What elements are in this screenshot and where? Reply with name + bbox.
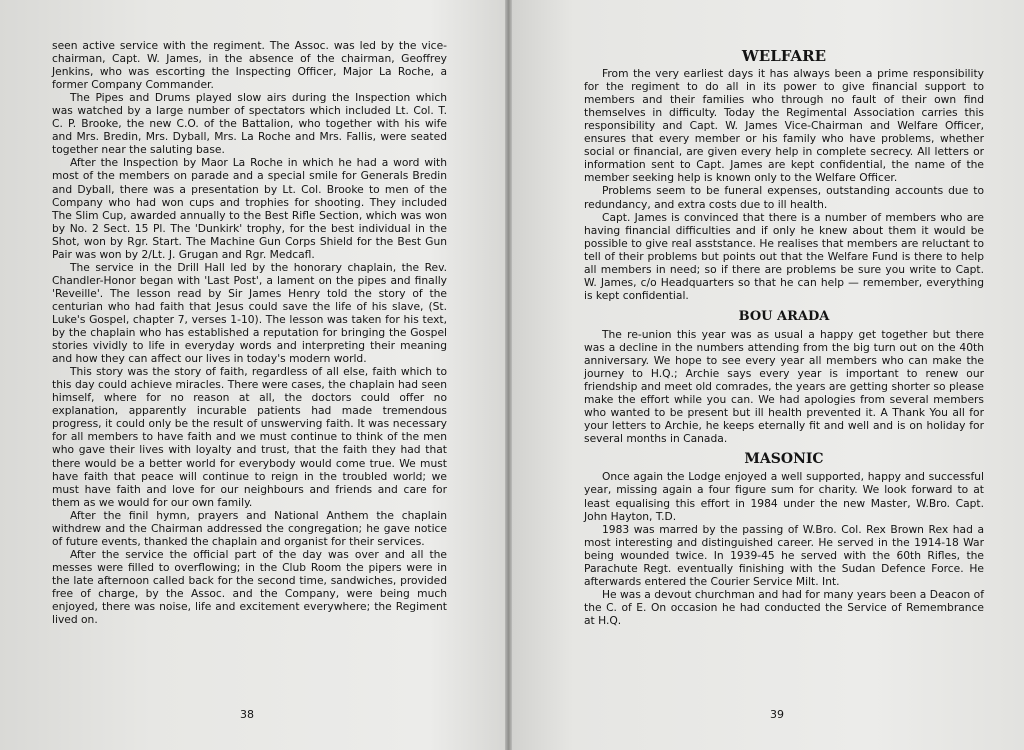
paragraph: The Pipes and Drums played slow airs during the Inspection which was watched by a large number of spectators which included Lt. Col. T. C. P. Brooke, the new C.O. of the Battalion, who together with his wife and Mrs. Bredin, Mrs. Dyball, Mrs. La Roche and Mrs. Fallis, were seated together near the saluting base. — [52, 91, 447, 157]
paragraph: After the Inspection by Maor La Roche in which he had a word with most of the members on parade and a special smile for Generals Bredin and Dyball, there was a presentation by Lt. Col. Brooke to men of the Company who had won cups and trophies for shooting. They included The Slim Cup, awarded annually to the Best Rifle Section, which was won by No. 2 Sect. 15 Pl. The 'Dunkirk' trophy, for the best individual in the Shot, won by Rgr. Start. The Machine Gun Corps Shield for the Best Gun Pair was won by 2/Lt. J. Grugan and Rgr. Medcafl. — [52, 156, 447, 261]
right-text-column — [584, 47, 984, 627]
left-text-column — [52, 39, 447, 626]
paragraph: He was a devout churchman and had for many years been a Deacon of the C. of E. On occasion he had conducted the Service of Remembrance at H.Q. — [584, 587, 984, 627]
paragraph: The re-union this year was as usual a happy get together but there was a decline in the numbers attending from the big turn out on the 40th anniversary. We hope to see every year all members who can make the journey to H.Q.; Archie says every year is important to renew our friendship and meet old comrades, the years are getting shorter so please make the effort while you can. We had apologies from several members who wanted to be present but ill health prevented it. A Thank You all for your letters to Archie, he keeps eternally fit and well and is on holiday for several months in Canada. — [584, 327, 984, 446]
paragraph: Problems seem to be funeral expenses, outstanding accounts due to redundancy, and extra costs due to ill health. — [584, 184, 984, 211]
paragraph: After the service the official part of the day was over and all the messes were filled to overflowing; in the Club Room the pipers were in the late afternoon called back for the second time, sandwiches, provided free of charge, by the Assoc. and the Company, were being much enjoyed, there was noise, life and excitement everywhere; the Regiment lived on. — [52, 547, 447, 627]
paragraph: This story was the story of faith, regardless of all else, faith which to this day could achieve miracles. There were cases, the chaplain had seen himself, where for no reason at all, the doctors could offer no explanation, apparently incurable patients had made tremendous progress, it could only be the result of unswerving faith. It was necessary for all members to have faith and we must continue to think of the men who gave their lives with loyalty and trust, that the faith they had that there would be a better world for everybody would come true. We must have faith that peace will continue to reign in the troubled world; we must have faith and love for our neighbours and friends and care for them as we would for our own family. — [52, 365, 447, 509]
book-gutter — [505, 0, 512, 750]
section-heading-bou-arada: BOU ARADA — [738, 308, 830, 324]
paragraph: seen active service with the regiment. The Assoc. was led by the vice-chairman, Capt. W. James, in the absence of the chairman, Geoffrey Jenkins, who was escorting the Inspecting Officer, Major La Roche, a former Company Commander. — [52, 39, 447, 92]
left-page — [0, 0, 505, 750]
section-heading-welfare: WELFARE — [741, 47, 827, 65]
page-number-right: 39 — [770, 708, 784, 721]
paragraph: After the finil hymn, prayers and National Anthem the chaplain withdrew and the Chairman addressed the congregation; he gave notice of future events, thanked the chaplain and organist for their services. — [52, 508, 447, 548]
paragraph: From the very earliest days it has always been a prime responsibility for the regiment to do all in its power to give financial support to members and their families who through no fault of their own find themselves in difficulty. Today the Regimental Association carries this responsibility and Capt. W. James Vice-Chairman and Welfare Officer, ensures that every member or his family who have problems, whether social or financial, are given every help in complete secrecy. All letters or information sent to Capt. James are kept confidential, the name of the member seeking help is known only to the Welfare Officer. — [584, 67, 984, 185]
paragraph: Capt. James is convinced that there is a number of members who are having financial difficulties and if only he knew about them it would be possible to give real asststance. He realises that members are reluctant to tell of their problems but points out that the Welfare Fund is there to help all members in need; so if there are problems be sure you write to Capt. W. James, c/o Headquarters so that he can help — remember, everything is kept confidential. — [584, 210, 984, 302]
paragraph: The service in the Drill Hall led by the honorary chaplain, the Rev. Chandler-Honor began with 'Last Post', a lament on the pipes and finally 'Reveille'. The lesson read by Sir James Henry told the story of the centurian who had faith that Jesus could save the life of his slave, (St. Luke's Gospel, chapter 7, verses 1-10). The lesson was taken for his text, by the chaplain who has established a reputation for bringing the Gospel stories vividly to life in everyday words and interpreting their meaning and how they can affect our lives in today's modern world. — [52, 260, 447, 366]
page-number-left: 38 — [240, 708, 254, 721]
section-heading-masonic: MASONIC — [744, 451, 824, 468]
paragraph: 1983 was marred by the passing of W.Bro. Col. Rex Brown Rex had a most interesting and distinguished career. He served in the 1914-18 War being wounded twice. In 1939-45 he served with the 60th Rifles, the Parachute Regt. eventually finishing with the Sudan Defence Force. He afterwards entered the Courier Service Milt. Int. — [584, 522, 984, 588]
paragraph: Once again the Lodge enjoyed a well supported, happy and successful year, missing again a four figure sum for charity. We look forward to at least equalising this effort in 1984 under the new Master, W.Bro. Capt. John Hayton, T.D. — [584, 470, 984, 523]
right-page — [512, 0, 1024, 750]
